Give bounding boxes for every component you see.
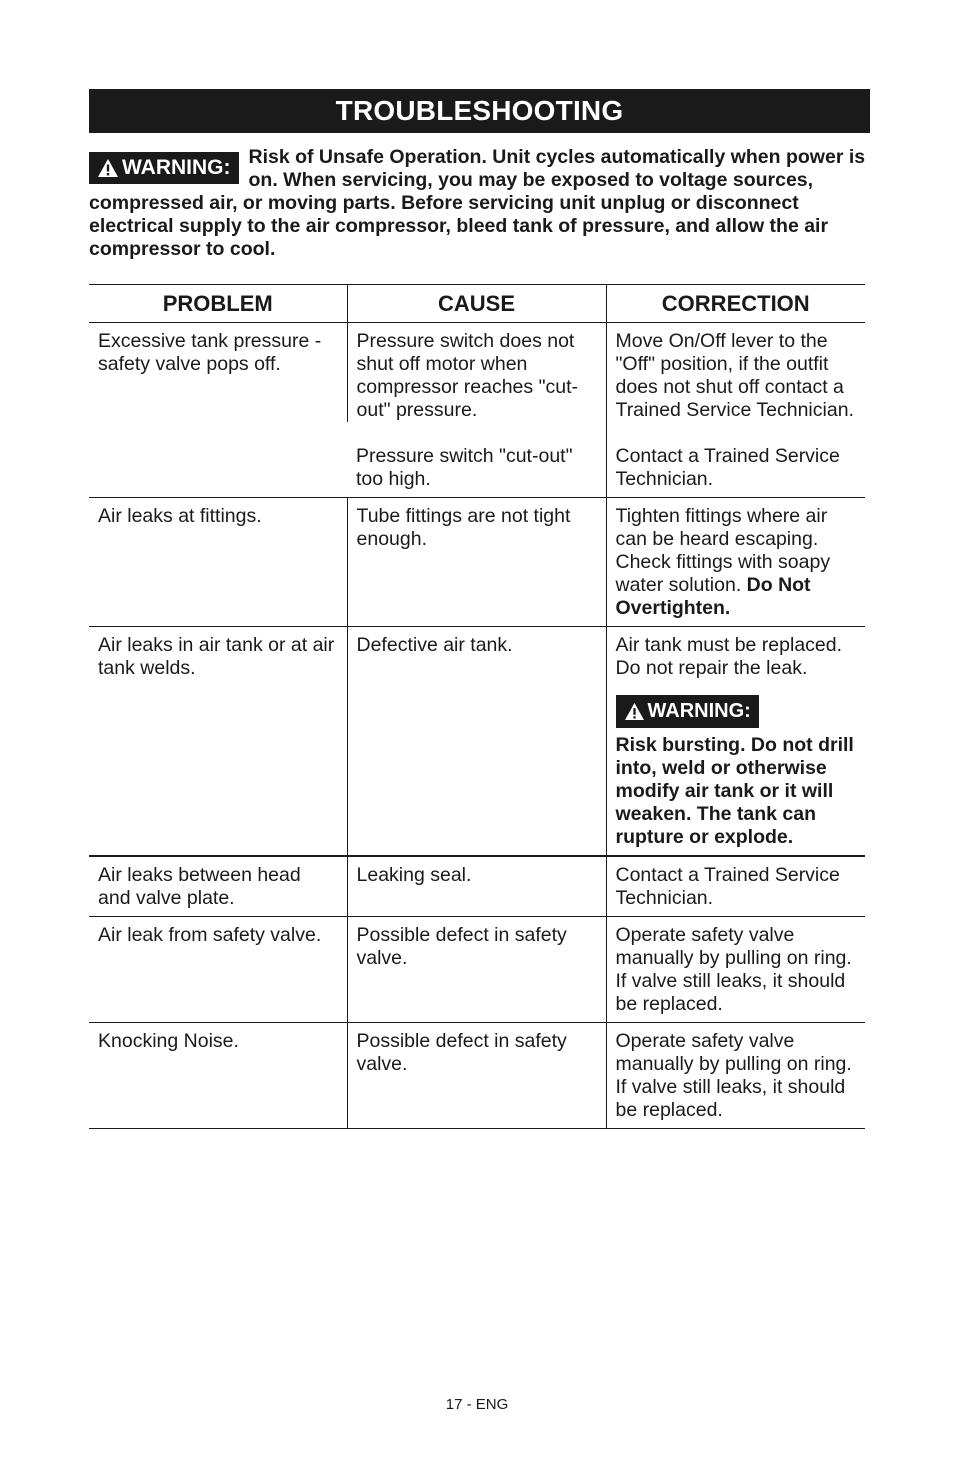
correction-text: Air tank must be replaced. Do not repair the leak. bbox=[615, 634, 843, 679]
warning-triangle-icon bbox=[624, 702, 645, 721]
table-row bbox=[89, 856, 865, 917]
warning-text: Risk of Unsafe Operation. Unit cycles automatically when power is on. When servicing, you may be exposed to voltage sources, compressed air, or moving parts. Before servicing unit unplug or disconnect electrical supply to the air compressor, bleed tank of pressure, and allow the air compressor to cool. bbox=[89, 146, 866, 260]
table-header-row bbox=[89, 285, 865, 323]
tank-warning-badge bbox=[616, 695, 759, 728]
tank-warning-label: WARNING: bbox=[647, 700, 751, 722]
warning-triangle-icon bbox=[97, 158, 119, 178]
cause-cell: Possible defect in safety valve. bbox=[347, 1023, 606, 1129]
cause-cell: Defective air tank. bbox=[347, 627, 606, 857]
header-correction: CORRECTION bbox=[606, 285, 865, 323]
correction-cell: Contact a Trained Service Technician. bbox=[606, 856, 865, 917]
cause-cell: Pressure switch does not shut off motor when compressor reaches "cut-out" pressure. bbox=[347, 323, 606, 423]
correction-cell: Move On/Off lever to the "Off" position, if the outfit does not shut off contact a Trained Service Technician. bbox=[606, 323, 865, 423]
correction-cell bbox=[606, 627, 865, 857]
correction-cell bbox=[606, 498, 865, 627]
header-cause: CAUSE bbox=[347, 285, 606, 323]
warning-notice bbox=[89, 146, 870, 261]
table-row bbox=[89, 1023, 865, 1129]
cause-cell: Leaking seal. bbox=[347, 856, 606, 917]
correction-cell: Contact a Trained Service Technician. bbox=[606, 422, 865, 498]
table-row bbox=[89, 627, 865, 857]
page-number: 17 - ENG bbox=[445, 1396, 509, 1413]
correction-cell: Operate safety valve manually by pulling on ring. If valve still leaks, it should be replaced. bbox=[606, 1023, 865, 1129]
correction-cell: Operate safety valve manually by pulling on ring. If valve still leaks, it should be replaced. bbox=[606, 917, 865, 1023]
warning-badge bbox=[89, 152, 239, 184]
problem-cell: Excessive tank pressure - safety valve pops off. bbox=[89, 323, 347, 498]
table-row bbox=[89, 498, 865, 627]
page-title: TROUBLESHOOTING bbox=[89, 89, 870, 133]
header-problem: PROBLEM bbox=[89, 285, 347, 323]
tank-warning-text: Risk bursting. Do not drill into, weld or otherwise modify air tank or it will weaken. The tank can rupture or explode. bbox=[615, 734, 854, 848]
problem-cell: Knocking Noise. bbox=[89, 1023, 347, 1129]
correction-text: Tighten fittings where air can be heard escaping. Check fittings with soapy water solution. bbox=[615, 505, 831, 596]
problem-cell: Air leak from safety valve. bbox=[89, 917, 347, 1023]
cause-cell: Pressure switch "cut-out" too high. bbox=[347, 422, 606, 498]
warning-badge-label: WARNING: bbox=[122, 156, 231, 179]
problem-cell: Air leaks at fittings. bbox=[89, 498, 347, 627]
cause-cell: Possible defect in safety valve. bbox=[347, 917, 606, 1023]
table-row bbox=[89, 323, 865, 423]
table-row bbox=[89, 917, 865, 1023]
cause-cell: Tube fittings are not tight enough. bbox=[347, 498, 606, 627]
troubleshooting-table bbox=[89, 284, 865, 1129]
correction-emphasis: Do Not Overtighten. bbox=[615, 574, 811, 619]
problem-cell: Air leaks in air tank or at air tank welds. bbox=[89, 627, 347, 857]
problem-cell: Air leaks between head and valve plate. bbox=[89, 856, 347, 917]
